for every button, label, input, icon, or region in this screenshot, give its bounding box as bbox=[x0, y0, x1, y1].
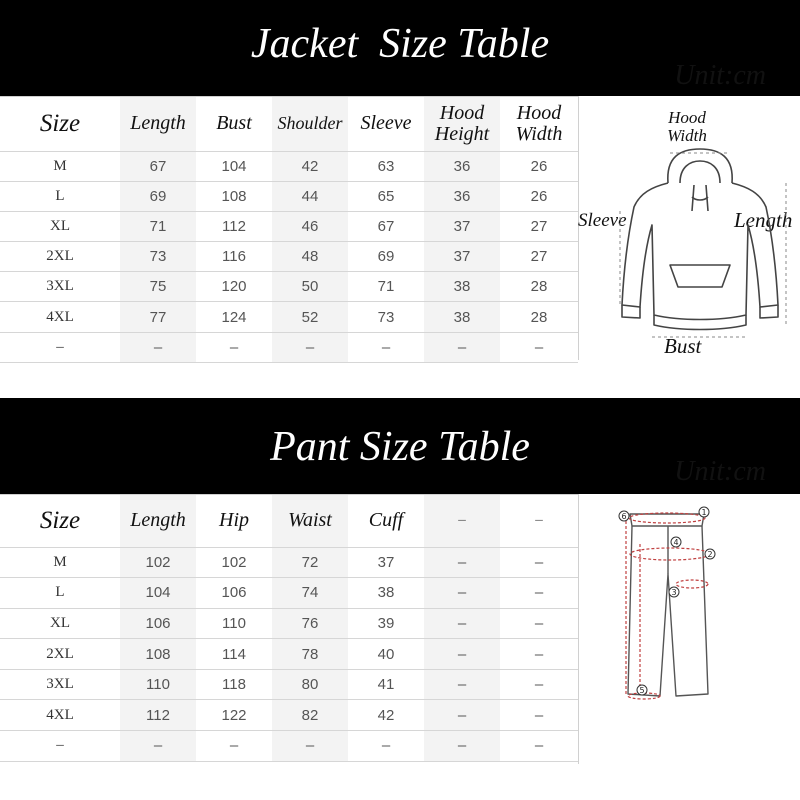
jacket-cell: 120 bbox=[196, 272, 272, 302]
jacket-cell: 48 bbox=[272, 242, 348, 272]
jacket-table-row bbox=[0, 302, 578, 332]
pant-cell: – bbox=[0, 731, 120, 762]
pant-cell: 82 bbox=[272, 700, 348, 731]
pant-cell: 3XL bbox=[0, 669, 120, 700]
jacket-cell: – bbox=[424, 332, 500, 362]
pant-cell: – bbox=[424, 731, 500, 762]
jacket-cell: – bbox=[196, 332, 272, 362]
sleeve-label: Sleeve bbox=[578, 210, 627, 231]
jacket-cell: 65 bbox=[348, 181, 424, 211]
pant-cell: 108 bbox=[120, 639, 196, 670]
pant-cell: 118 bbox=[196, 669, 272, 700]
jacket-cell: 37 bbox=[424, 211, 500, 241]
pant-cell: 74 bbox=[272, 578, 348, 609]
pant-cell: – bbox=[500, 639, 578, 670]
pants-marker-1: 1 bbox=[701, 508, 707, 517]
pant-table-row bbox=[0, 639, 578, 670]
pant-cell: – bbox=[348, 731, 424, 762]
jacket-cell: 38 bbox=[424, 302, 500, 332]
jacket-cell: 46 bbox=[272, 211, 348, 241]
pant-cell: – bbox=[272, 731, 348, 762]
pant-cell: 38 bbox=[348, 578, 424, 609]
jacket-cell: L bbox=[0, 181, 120, 211]
pant-header-length: Length bbox=[120, 495, 196, 547]
jacket-cell: 112 bbox=[196, 211, 272, 241]
pant-cell: 122 bbox=[196, 700, 272, 731]
jacket-cell: 38 bbox=[424, 272, 500, 302]
jacket-cell: 2XL bbox=[0, 242, 120, 272]
pant-cell: 102 bbox=[120, 547, 196, 578]
jacket-cell: 69 bbox=[120, 181, 196, 211]
jacket-cell: 108 bbox=[196, 181, 272, 211]
pant-header-waist: Waist bbox=[272, 495, 348, 547]
jacket-cell: 4XL bbox=[0, 302, 120, 332]
jacket-cell: 67 bbox=[120, 151, 196, 181]
pant-cell: – bbox=[424, 700, 500, 731]
jacket-cell: 63 bbox=[348, 151, 424, 181]
jacket-cell: 71 bbox=[120, 211, 196, 241]
pant-table-row bbox=[0, 700, 578, 731]
jacket-cell: 69 bbox=[348, 242, 424, 272]
pant-cell: – bbox=[424, 608, 500, 639]
jacket-cell: 104 bbox=[196, 151, 272, 181]
pant-cell: 110 bbox=[196, 608, 272, 639]
pant-cell: – bbox=[500, 700, 578, 731]
pant-cell: – bbox=[424, 547, 500, 578]
pants-marker-3: 3 bbox=[671, 588, 677, 597]
jacket-cell: 71 bbox=[348, 272, 424, 302]
pants-diagram bbox=[612, 504, 722, 704]
jacket-table-row bbox=[0, 332, 578, 362]
jacket-cell: 52 bbox=[272, 302, 348, 332]
pant-header-cuff: Cuff bbox=[348, 495, 424, 547]
jacket-cell: 67 bbox=[348, 211, 424, 241]
jacket-table-row bbox=[0, 181, 578, 211]
pant-cell: 110 bbox=[120, 669, 196, 700]
pant-cell: – bbox=[500, 578, 578, 609]
jacket-header-bust: Bust bbox=[196, 97, 272, 151]
jacket-cell: – bbox=[120, 332, 196, 362]
jacket-cell: 28 bbox=[500, 272, 578, 302]
pant-cell: L bbox=[0, 578, 120, 609]
pant-table-right-border bbox=[578, 494, 579, 764]
pant-cell: 40 bbox=[348, 639, 424, 670]
jacket-cell: 42 bbox=[272, 151, 348, 181]
pant-table-row bbox=[0, 731, 578, 762]
pant-cell: – bbox=[500, 547, 578, 578]
jacket-cell: 36 bbox=[424, 181, 500, 211]
pant-cell: 106 bbox=[120, 608, 196, 639]
pant-cell: 37 bbox=[348, 547, 424, 578]
jacket-header-hood-width: Hood Width bbox=[500, 97, 578, 151]
hoodie-diagram bbox=[600, 145, 800, 340]
jacket-cell: – bbox=[0, 332, 120, 362]
pant-cell: M bbox=[0, 547, 120, 578]
jacket-table-row bbox=[0, 272, 578, 302]
pant-cell: 41 bbox=[348, 669, 424, 700]
jacket-cell: 26 bbox=[500, 181, 578, 211]
jacket-header-shoulder: Shoulder bbox=[272, 97, 348, 151]
jacket-cell: M bbox=[0, 151, 120, 181]
pant-table-row bbox=[0, 578, 578, 609]
jacket-cell: 27 bbox=[500, 242, 578, 272]
jacket-header-hood-height: Hood Height bbox=[424, 97, 500, 151]
pant-cell: – bbox=[196, 731, 272, 762]
jacket-cell: 50 bbox=[272, 272, 348, 302]
pants-marker-6: 6 bbox=[621, 512, 627, 521]
pant-cell: 76 bbox=[272, 608, 348, 639]
jacket-header-row bbox=[0, 97, 578, 151]
pant-cell: 72 bbox=[272, 547, 348, 578]
pant-cell: – bbox=[500, 669, 578, 700]
pant-table-row bbox=[0, 547, 578, 578]
pant-table-row bbox=[0, 608, 578, 639]
pant-cell: 78 bbox=[272, 639, 348, 670]
pant-header-size: Size bbox=[0, 495, 120, 547]
jacket-unit-label: Unit:cm bbox=[674, 60, 766, 91]
jacket-cell: 77 bbox=[120, 302, 196, 332]
jacket-header-sleeve: Sleeve bbox=[348, 97, 424, 151]
pant-cell: – bbox=[424, 669, 500, 700]
pants-marker-2: 2 bbox=[707, 550, 713, 559]
jacket-cell: 26 bbox=[500, 151, 578, 181]
pant-cell: 39 bbox=[348, 608, 424, 639]
jacket-table-row bbox=[0, 242, 578, 272]
pant-header-row bbox=[0, 495, 578, 547]
pant-size-table bbox=[0, 495, 578, 762]
jacket-size-table bbox=[0, 97, 578, 363]
jacket-cell: 124 bbox=[196, 302, 272, 332]
pant-cell: – bbox=[500, 608, 578, 639]
pant-cell: 4XL bbox=[0, 700, 120, 731]
jacket-table-row bbox=[0, 211, 578, 241]
pant-cell: 104 bbox=[120, 578, 196, 609]
bust-label: Bust bbox=[664, 334, 702, 358]
pant-cell: 102 bbox=[196, 547, 272, 578]
jacket-cell: 3XL bbox=[0, 272, 120, 302]
pant-cell: – bbox=[120, 731, 196, 762]
pants-marker-4: 4 bbox=[673, 538, 679, 547]
jacket-title: Jacket Size Table bbox=[250, 21, 550, 67]
pant-table-row bbox=[0, 669, 578, 700]
length-label: Length bbox=[734, 208, 793, 232]
jacket-cell: 44 bbox=[272, 181, 348, 211]
jacket-header-length: Length bbox=[120, 97, 196, 151]
pants-marker-5: 5 bbox=[639, 686, 645, 695]
jacket-cell: 116 bbox=[196, 242, 272, 272]
jacket-table-row bbox=[0, 151, 578, 181]
pant-header-empty-1: – bbox=[424, 495, 500, 547]
jacket-cell: 37 bbox=[424, 242, 500, 272]
jacket-cell: 75 bbox=[120, 272, 196, 302]
jacket-cell: XL bbox=[0, 211, 120, 241]
pant-cell: XL bbox=[0, 608, 120, 639]
pant-cell: – bbox=[500, 731, 578, 762]
jacket-cell: 27 bbox=[500, 211, 578, 241]
pant-header-hip: Hip bbox=[196, 495, 272, 547]
jacket-cell: 73 bbox=[120, 242, 196, 272]
jacket-cell: 36 bbox=[424, 151, 500, 181]
pant-cell: 106 bbox=[196, 578, 272, 609]
pant-cell: – bbox=[424, 578, 500, 609]
pant-cell: 114 bbox=[196, 639, 272, 670]
jacket-cell: 73 bbox=[348, 302, 424, 332]
pant-header-empty-2: – bbox=[500, 495, 578, 547]
pant-unit-label: Unit:cm bbox=[674, 456, 766, 487]
jacket-cell: – bbox=[500, 332, 578, 362]
jacket-cell: – bbox=[272, 332, 348, 362]
pant-cell: 80 bbox=[272, 669, 348, 700]
pant-cell: 112 bbox=[120, 700, 196, 731]
jacket-cell: 28 bbox=[500, 302, 578, 332]
hood-width-label: Hood Width bbox=[667, 108, 707, 145]
pant-title: Pant Size Table bbox=[270, 424, 530, 470]
pant-cell: 42 bbox=[348, 700, 424, 731]
pant-cell: 2XL bbox=[0, 639, 120, 670]
jacket-cell: – bbox=[348, 332, 424, 362]
pant-cell: – bbox=[424, 639, 500, 670]
jacket-header-size: Size bbox=[0, 97, 120, 151]
